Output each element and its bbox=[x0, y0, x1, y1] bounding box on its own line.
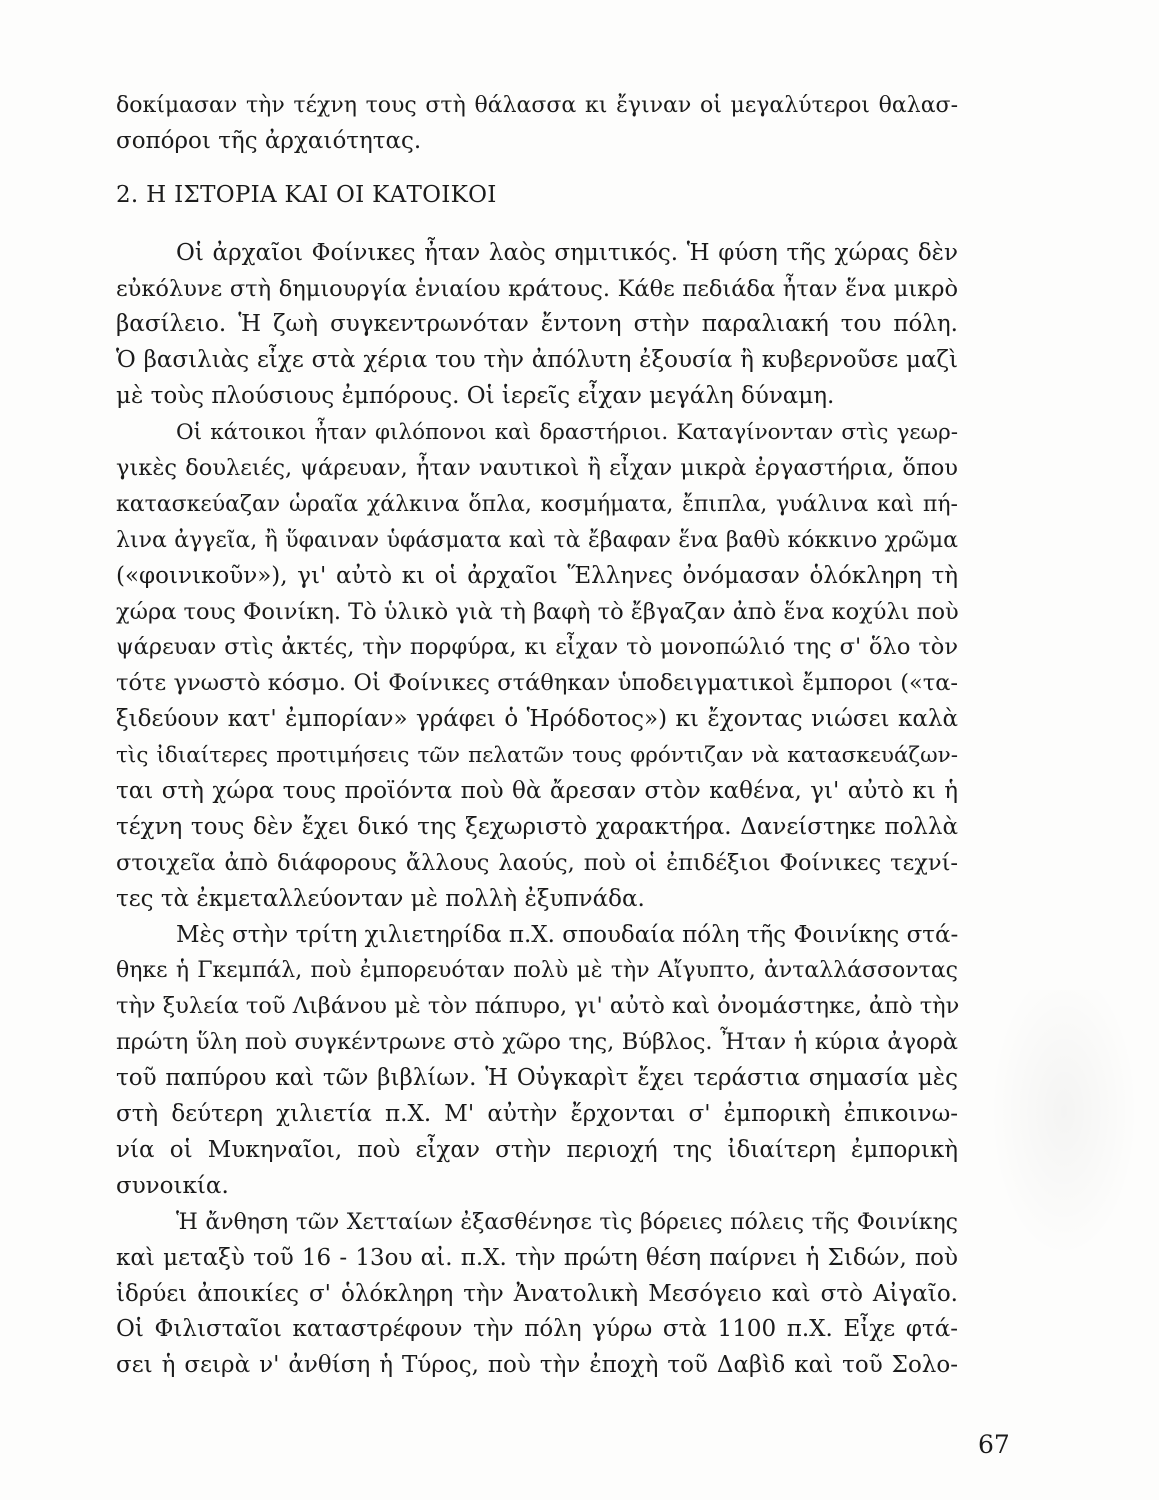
text-line: χώρα τους Φοινίκη. Τὸ ὑλικὸ γιὰ τὴ βαφὴ τὸ ἔβγαζαν ἀπὸ ἕνα κοχύλι ποὺ bbox=[116, 598, 959, 625]
text-line: ται στὴ χώρα τους προϊόντα ποὺ θὰ ἄρεσαν στὸν καθένα, γι' αὐτὸ κι ἡ bbox=[116, 778, 958, 805]
body-text bbox=[116, 88, 958, 1384]
text-line: λινα ἀγγεῖα, ἢ ὕφαιναν ὑφάσματα καὶ τὰ ἔβαφαν ἕνα βαθὺ κόκκινο χρῶμα bbox=[116, 527, 958, 553]
text-line: στὴ δεύτερη χιλιετία π.Χ. Μ' αὐτὴν ἔρχονται σ' ἐμπορικὴ ἐπικοινω- bbox=[116, 1101, 958, 1128]
text-line: τοῦ παπύρου καὶ τῶν βιβλίων. Ἡ Οὐγκαρὶτ ἔχει τεράστια σημασία μὲς bbox=[116, 1065, 958, 1092]
text-line: Ὁ βασιλιὰς εἶχε στὰ χέρια του τὴν ἀπόλυτη ἐξουσία ἢ κυβερνοῦσε μαζὶ bbox=[116, 347, 958, 374]
bleed-through-figure bbox=[989, 990, 1139, 1260]
text-line: Οἱ ἀρχαῖοι Φοίνικες ἦταν λαὸς σημιτικός. Ἡ φύση τῆς χώρας δὲν bbox=[176, 239, 958, 266]
text-line: πρώτη ὕλη ποὺ συγκέντρωνε στὸ χῶρο της, Βύβλος. Ἦταν ἡ κύρια ἀγορὰ bbox=[116, 1029, 958, 1056]
text-line: δοκίμασαν τὴν τέχνη τους στὴ θάλασσα κι ἔγιναν οἱ μεγαλύτεροι θαλασ- bbox=[116, 93, 958, 118]
text-line: θηκε ἡ Γκεμπάλ, ποὺ ἐμπορευόταν πολὺ μὲ τὴν Αἴγυπτο, ἀνταλλάσσοντας bbox=[116, 958, 958, 984]
text-line: ξιδεύουν κατ' ἐμπορίαν» γράφει ὁ Ἡρόδοτος») κι ἔχοντας νιώσει καλὰ bbox=[116, 706, 958, 733]
text-line: Ἡ ἄνθηση τῶν Χετταίων ἐξασθένησε τὶς βόρειες πόλεις τῆς Φοινίκης bbox=[176, 1209, 958, 1235]
text-line: τὶς ἰδιαίτερες προτιμήσεις τῶν πελατῶν τους φρόντιζαν νὰ κατασκευάζων- bbox=[116, 743, 958, 769]
text-line: νία οἱ Μυκηναῖοι, ποὺ εἶχαν στὴν περιοχή της ἰδιαίτερη ἐμπορικὴ bbox=[116, 1136, 958, 1163]
text-line: («φοινικοῦν»), γι' αὐτὸ κι οἱ ἀρχαῖοι Ἕλληνες ὀνόμασαν ὁλόκληρη τὴ bbox=[116, 562, 958, 589]
text-line: Μὲς στὴν τρίτη χιλιετηρίδα π.Χ. σπουδαία πόλη τῆς Φοινίκης στά- bbox=[176, 921, 959, 948]
text-line: καὶ μεταξὺ τοῦ 16 - 13ου αἰ. π.Χ. τὴν πρώτη θέση παίρνει ἡ Σιδών, ποὺ bbox=[116, 1244, 958, 1271]
text-line: συνοικία. bbox=[116, 1172, 229, 1199]
text-line: σοπόροι τῆς ἀρχαιότητας. bbox=[116, 127, 422, 154]
text-line: τὴν ξυλεία τοῦ Λιβάνου μὲ τὸν πάπυρο, γι' αὐτὸ καὶ ὀνομάστηκε, ἀπὸ τὴν bbox=[116, 993, 960, 1020]
page-number: 67 bbox=[978, 1430, 1010, 1459]
text-line: τες τὰ ἐκμεταλλεύονταν μὲ πολλὴ ἐξυπνάδα. bbox=[116, 885, 645, 912]
text-line: Οἱ κάτοικοι ἦταν φιλόπονοι καὶ δραστήριοι. Καταγίνονταν στὶς γεωρ- bbox=[176, 420, 958, 446]
text-line: εὐκόλυνε στὴ δημιουργία ἑνιαίου κράτους. Κάθε πεδιάδα ἦταν ἕνα μικρὸ bbox=[116, 275, 958, 302]
section-heading: 2. Η ΙΣΤΟΡΙΑ ΚΑΙ ΟΙ ΚΑΤΟΙΚΟΙ bbox=[116, 181, 497, 208]
text-line: κατασκεύαζαν ὡραῖα χάλκινα ὅπλα, κοσμήματα, ἔπιπλα, γυάλινα καὶ πή- bbox=[116, 491, 958, 517]
text-line: τότε γνωστὸ κόσμο. Οἱ Φοίνικες στάθηκαν ὑποδειγματικοὶ ἔμποροι («τα- bbox=[116, 670, 958, 697]
text-line: μὲ τοὺς πλούσιους ἐμπόρους. Οἱ ἱερεῖς εἶχαν μεγάλη δύναμη. bbox=[116, 383, 835, 410]
text-line: ἱδρύει ἀποικίες σ' ὁλόκληρη τὴν Ἀνατολικὴ Μεσόγειο καὶ στὸ Αἰγαῖο. bbox=[116, 1280, 958, 1307]
text-line: ψάρευαν στὶς ἀκτές, τὴν πορφύρα, κι εἶχαν τὸ μονοπώλιό της σ' ὅλο τὸν bbox=[116, 634, 958, 661]
text-line: σει ἡ σειρὰ ν' ἀνθίση ἡ Τύρος, ποὺ τὴν ἐποχὴ τοῦ Δαβὶδ καὶ τοῦ Σολο- bbox=[116, 1352, 958, 1379]
text-line: τέχνη τους δὲν ἔχει δικό της ξεχωριστὸ χαρακτήρα. Δανείστηκε πολλὰ bbox=[116, 813, 958, 840]
text-line: βασίλειο. Ἡ ζωὴ συγκεντρωνόταν ἔντονη στὴν παραλιακή του πόλη. bbox=[116, 311, 958, 338]
text-line: Οἱ Φιλισταῖοι καταστρέφουν τὴν πόλη γύρω στὰ 1100 π.Χ. Εἶχε φτά- bbox=[116, 1316, 958, 1343]
text-line: στοιχεῖα ἀπὸ διάφορους ἄλλους λαούς, ποὺ οἱ ἐπιδέξιοι Φοίνικες τεχνί- bbox=[116, 849, 958, 876]
text-line: γικὲς δουλειές, ψάρευαν, ἦταν ναυτικοὶ ἢ εἶχαν μικρὰ ἐργαστήρια, ὅπου bbox=[116, 455, 958, 482]
